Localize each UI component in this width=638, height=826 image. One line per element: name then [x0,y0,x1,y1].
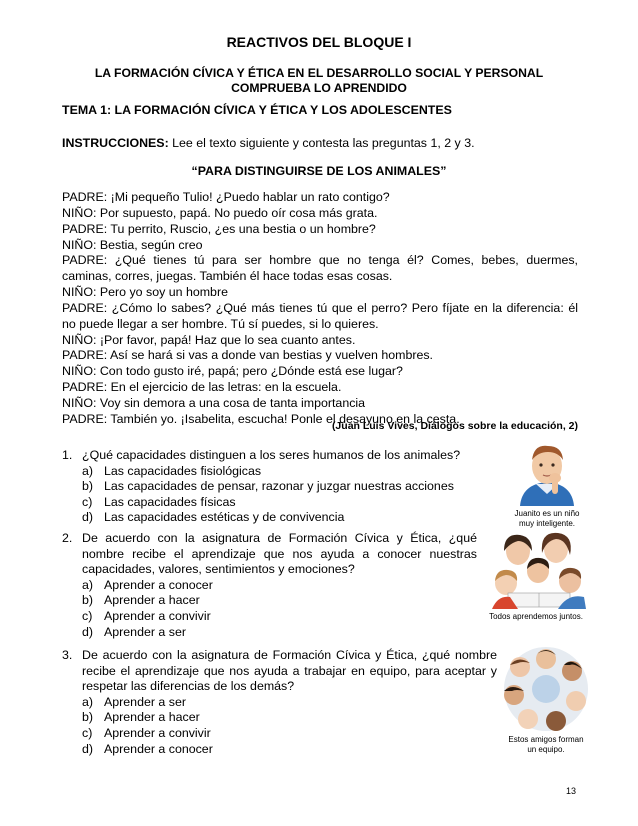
question-text-line: recibe el aprendizaje que nos ayuda a trabajar en equipo, para aceptar y [82,663,497,678]
answer-option[interactable] [82,464,502,480]
friends-circle-photo [500,645,592,733]
dialogue-line: PADRE: Así se hará si vas a donde van bestias y vuelven hombres. [62,348,433,363]
option-text: Aprender a conocer [104,741,213,756]
question-text-line: De acuerdo con la asignatura de Formación Cívica y Ética, ¿qué [82,531,477,545]
thinking-boy-photo [510,440,584,506]
answer-option[interactable] [82,726,497,742]
question-text-line: nombre recibe el aprendizaje que nos ayuda a conocer nuestras [82,546,477,561]
caption-line: Estos amigos forman [508,735,584,744]
question-text-line: respetar las diferencias de los demás? [82,679,295,694]
answer-option[interactable] [82,495,502,511]
dialogue-line: PADRE: Tu perrito, Ruscio, ¿es una bestia o un hombre? [62,221,376,236]
answer-option[interactable] [82,479,502,495]
subtitle-line-1: LA FORMACIÓN CÍVICA Y ÉTICA EN EL DESARROLLO SOCIAL Y PERSONAL [94,66,544,80]
option-letter: a) [82,694,94,709]
subtitle-line-2: COMPRUEBA LO APRENDIDO [231,81,407,95]
option-letter: d) [82,741,94,756]
dialogue-line: PADRE: En el ejercicio de las letras: en la escuela. [62,380,342,395]
answer-option[interactable] [82,695,497,711]
page-number: 13 [565,786,576,796]
question-text: ¿Qué capacidades distinguen a los seres humanos de los animales? [82,448,461,462]
dialogue-line: NIÑO: ¡Por favor, papá! Haz que lo sea cuanto antes. [62,332,356,347]
citation: (Juan Luis Vives, Diálogos sobre la educación, 2) [331,420,578,432]
children-group-photo [488,531,588,609]
question-text-line: capacidades, valores, sentimientos y emociones? [82,562,355,577]
question-number: 1. [62,448,73,462]
dialogue-line: PADRE: ¿Qué tienes tú para ser hombre que no tenga él? Comes, bebes, duermes, [62,253,578,268]
option-letter: d) [82,510,94,525]
option-text: Aprender a conocer [104,577,213,592]
image-caption [500,509,594,529]
option-letter: b) [82,710,94,725]
dialogue-line: NIÑO: Bestia, según creo [62,237,203,252]
option-letter: b) [82,593,94,608]
option-letter: a) [82,577,94,592]
answer-option[interactable] [82,710,497,726]
option-text: Aprender a convivir [104,608,211,623]
image-caption [480,612,592,622]
instructions-label: INSTRUCCIONES: [62,136,169,150]
answer-option[interactable] [82,609,477,625]
option-text: Las capacidades de pensar, razonar y juzgar nuestras acciones [104,479,454,494]
page-title: REACTIVOS DEL BLOQUE I [226,34,412,50]
dialogue-line: caminas, corres, juegas. También él hace todas esas cosas. [62,269,393,284]
instructions [62,136,475,150]
image-caption [494,735,598,755]
reading-dialogue [62,190,578,428]
option-text: Aprender a hacer [104,593,200,608]
option-text: Aprender a convivir [104,725,211,740]
option-text: Las capacidades fisiológicas [104,463,262,478]
option-letter: c) [82,494,93,509]
option-letter: b) [82,479,94,494]
question-1 [62,448,502,526]
caption-line: muy inteligente. [518,519,576,528]
caption-line: Juanito es un niño [514,509,580,518]
caption-line: Todos aprendemos juntos. [489,612,583,621]
answer-option[interactable] [82,510,502,526]
dialogue-line: NIÑO: Voy sin demora a una cosa de tanta importancia [62,395,366,410]
instructions-text: Lee el texto siguiente y contesta las preguntas 1, 2 y 3. [168,136,475,150]
option-text: Aprender a hacer [104,710,200,725]
option-letter: a) [82,463,94,478]
question-text-line: De acuerdo con la asignatura de Formación Cívica y Ética, ¿qué nombre [82,648,497,662]
dialogue-line: NIÑO: Con todo gusto iré, papá; pero ¿Dónde está ese lugar? [62,364,403,379]
question-number: 2. [62,531,73,545]
answer-option[interactable] [82,578,477,594]
caption-line: un equipo. [527,745,565,754]
answer-option[interactable] [82,742,497,758]
dialogue-line: PADRE: También yo. ¡Isabelita, escucha! Ponle el desayuno en la cesta. [62,411,460,426]
answer-option[interactable] [82,625,477,641]
dialogue-line: PADRE: ¡Mi pequeño Tulio! ¿Puedo hablar un rato contigo? [62,190,390,204]
reading-title: “PARA DISTINGUIRSE DE LOS ANIMALES” [191,164,447,178]
dialogue-line: NIÑO: Pero yo soy un hombre [62,285,228,300]
option-letter: c) [82,608,93,623]
option-text: Aprender a ser [104,694,186,709]
dialogue-line: no puede llegar a ser hombre. Tú sí puedes, si lo quieres. [62,316,379,331]
option-letter: d) [82,624,94,639]
question-3 [62,648,497,757]
dialogue-line: PADRE: ¿Cómo lo sabes? ¿Qué más tienes tú que el perro? Pero fíjate en la diferencia: él [62,300,578,315]
dialogue-line: NIÑO: Por supuesto, papá. No puedo oír cosa más grata. [62,205,378,220]
question-number: 3. [62,648,73,662]
option-letter: c) [82,725,93,740]
option-text: Las capacidades físicas [104,494,236,509]
question-2 [62,531,477,640]
page-subtitle [70,66,568,96]
topic-heading: TEMA 1: LA FORMACIÓN CÍVICA Y ÉTICA Y LOS ADOLESCENTES [62,103,452,117]
option-text: Aprender a ser [104,624,186,639]
option-text: Las capacidades estéticas y de convivencia [104,510,345,525]
answer-option[interactable] [82,593,477,609]
